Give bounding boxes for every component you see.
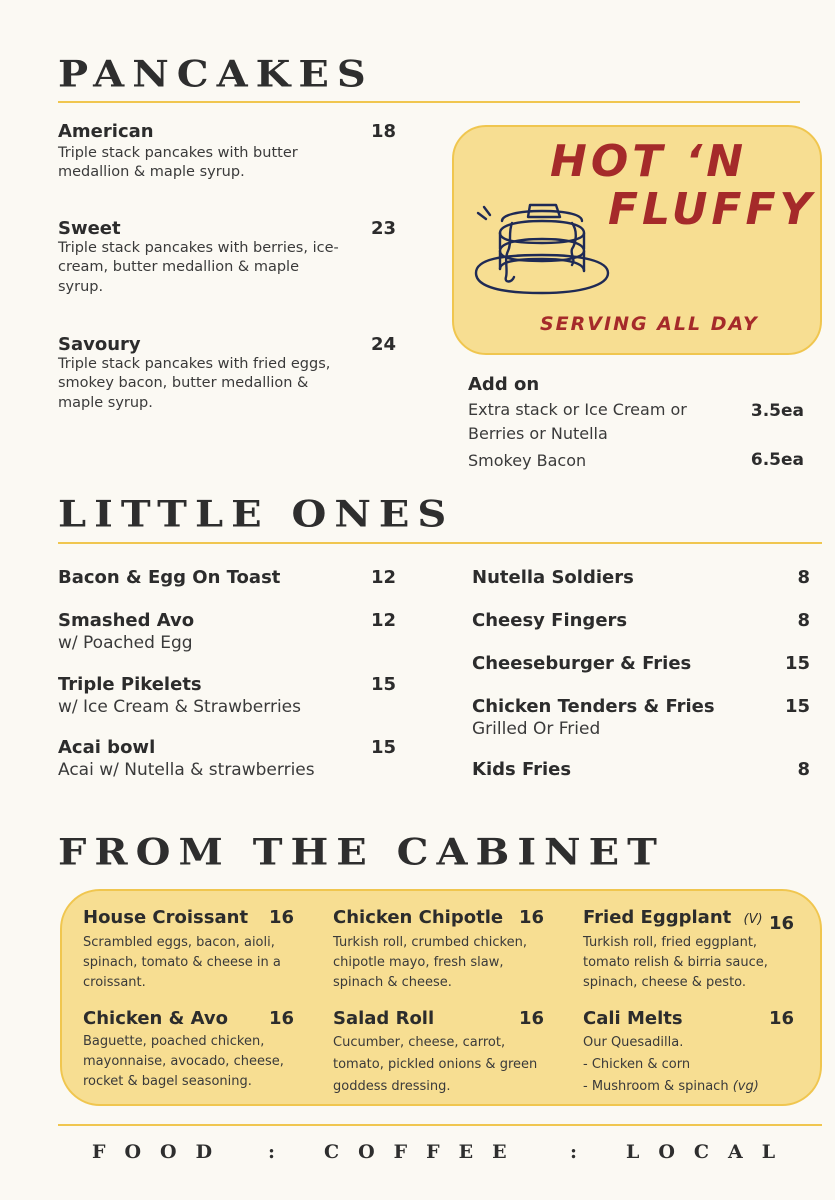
addon-heading: Add on (468, 374, 540, 395)
promo-title-line1: HOT ‘N (550, 136, 748, 187)
cabinet-item-description (583, 1032, 793, 1098)
cabinet-item-price: 16 (768, 913, 794, 934)
cabinet-item-desc-text: - Mushroom & spinach (583, 1079, 729, 1095)
item-name: American (58, 121, 154, 142)
kids-item-price: 15 (370, 737, 396, 758)
vegetarian-tag: (V) (743, 912, 763, 927)
footer-tagline (92, 1141, 812, 1167)
pancake-stack-icon (472, 203, 612, 303)
item-description: Triple stack pancakes with butter medallion & maple syrup. (58, 145, 298, 181)
item-price: 24 (370, 334, 396, 355)
addon-item-price: 3.5ea (750, 401, 804, 421)
cabinet-item-description: Scrambled eggs, bacon, aioli, spinach, tomato & cheese in a croissant. (83, 935, 281, 991)
footer-word-food: FOOD (92, 1141, 232, 1163)
promo-title-line2: FLUFFY (608, 184, 816, 235)
cabinet-item-description: Cucumber, cheese, carrot, tomato, pickled onions & green goddess dressing. (333, 1035, 538, 1095)
promo-subtitle: SERVING ALL DAY (540, 313, 759, 335)
kids-item-name: Acai bowl (58, 737, 156, 758)
pancakes-heading: PANCAKES (58, 52, 374, 96)
cabinet-item-price: 16 (268, 1008, 294, 1029)
footer-word-coffee: COFFEE (324, 1141, 526, 1163)
pancakes-divider (58, 101, 800, 103)
kids-item-price: 12 (370, 610, 396, 631)
cabinet-item-description: Baguette, poached chicken, mayonnaise, avocado, cheese, rocket & bagel seasoning. (83, 1034, 284, 1090)
little-ones-heading: LITTLE ONES (58, 492, 455, 536)
item-name: Savoury (58, 334, 141, 355)
kids-item-subtitle: w/ Poached Egg (58, 633, 193, 653)
cabinet-item-name: Salad Roll (333, 1008, 435, 1029)
addon-item-text: Extra stack or Ice Cream or Berries or Nutella (468, 400, 687, 443)
kids-item-price: 12 (370, 567, 396, 588)
footer-separator: : (570, 1141, 597, 1163)
item-price: 23 (370, 218, 396, 239)
cabinet-item-desc-line: - Chicken & corn (583, 1057, 691, 1073)
cabinet-item-price: 16 (518, 907, 544, 928)
cabinet-item-name: Cali Melts (583, 1008, 683, 1029)
footer-divider (58, 1124, 822, 1126)
footer-word-local: LOCAL (626, 1141, 795, 1163)
kids-item-name: Chicken Tenders & Fries (472, 696, 715, 717)
kids-item-price: 8 (797, 759, 810, 780)
kids-item-subtitle: Grilled Or Fried (472, 719, 601, 739)
cabinet-item-desc-line (583, 1076, 793, 1098)
cabinet-item-description: Turkish roll, fried eggplant, tomato relish & birria sauce, spinach, cheese & pesto. (583, 935, 768, 991)
kids-item-subtitle: Acai w/ Nutella & strawberries (58, 760, 315, 780)
cabinet-item-name (583, 907, 763, 928)
cabinet-item-name-text: Fried Eggplant (583, 907, 732, 928)
little-ones-divider (58, 542, 822, 544)
cabinet-item-name: Chicken & Avo (83, 1008, 228, 1029)
kids-item-name: Cheeseburger & Fries (472, 653, 692, 674)
cabinet-item-description: Turkish roll, crumbed chicken, chipotle mayo, fresh slaw, spinach & cheese. (333, 935, 527, 991)
cabinet-item-price: 16 (518, 1008, 544, 1029)
cabinet-item-desc-line: Our Quesadilla. (583, 1035, 684, 1050)
item-description: Triple stack pancakes with fried eggs, smokey bacon, butter medallion & maple syrup. (58, 356, 331, 411)
addon-item-text: Smokey Bacon (468, 451, 587, 470)
kids-item-price: 15 (370, 674, 396, 695)
cabinet-item-price: 16 (268, 907, 294, 928)
promo-card (452, 125, 822, 355)
cabinet-item-price: 16 (768, 1008, 794, 1029)
addon-item-price: 6.5ea (750, 450, 804, 470)
cabinet-panel (60, 889, 822, 1106)
item-price: 18 (370, 121, 396, 142)
kids-item-name: Kids Fries (472, 759, 572, 780)
kids-item-price: 15 (784, 653, 810, 674)
footer-separator: : (268, 1141, 295, 1163)
kids-item-name: Cheesy Fingers (472, 610, 628, 631)
item-description: Triple stack pancakes with berries, ice-cream, butter medallion & maple syrup. (58, 240, 339, 295)
vegan-tag: (vg) (732, 1079, 759, 1095)
kids-item-name: Smashed Avo (58, 610, 195, 631)
cabinet-heading: FROM THE CABINET (58, 830, 665, 874)
kids-item-subtitle: w/ Ice Cream & Strawberries (58, 697, 301, 717)
kids-item-price: 8 (797, 567, 810, 588)
kids-item-name: Triple Pikelets (58, 674, 202, 695)
item-name: Sweet (58, 218, 121, 239)
cabinet-item-name: Chicken Chipotle (333, 907, 504, 928)
kids-item-name: Bacon & Egg On Toast (58, 567, 281, 588)
kids-item-name: Nutella Soldiers (472, 567, 634, 588)
kids-item-price: 8 (797, 610, 810, 631)
kids-item-price: 15 (784, 696, 810, 717)
cabinet-item-name: House Croissant (83, 907, 249, 928)
